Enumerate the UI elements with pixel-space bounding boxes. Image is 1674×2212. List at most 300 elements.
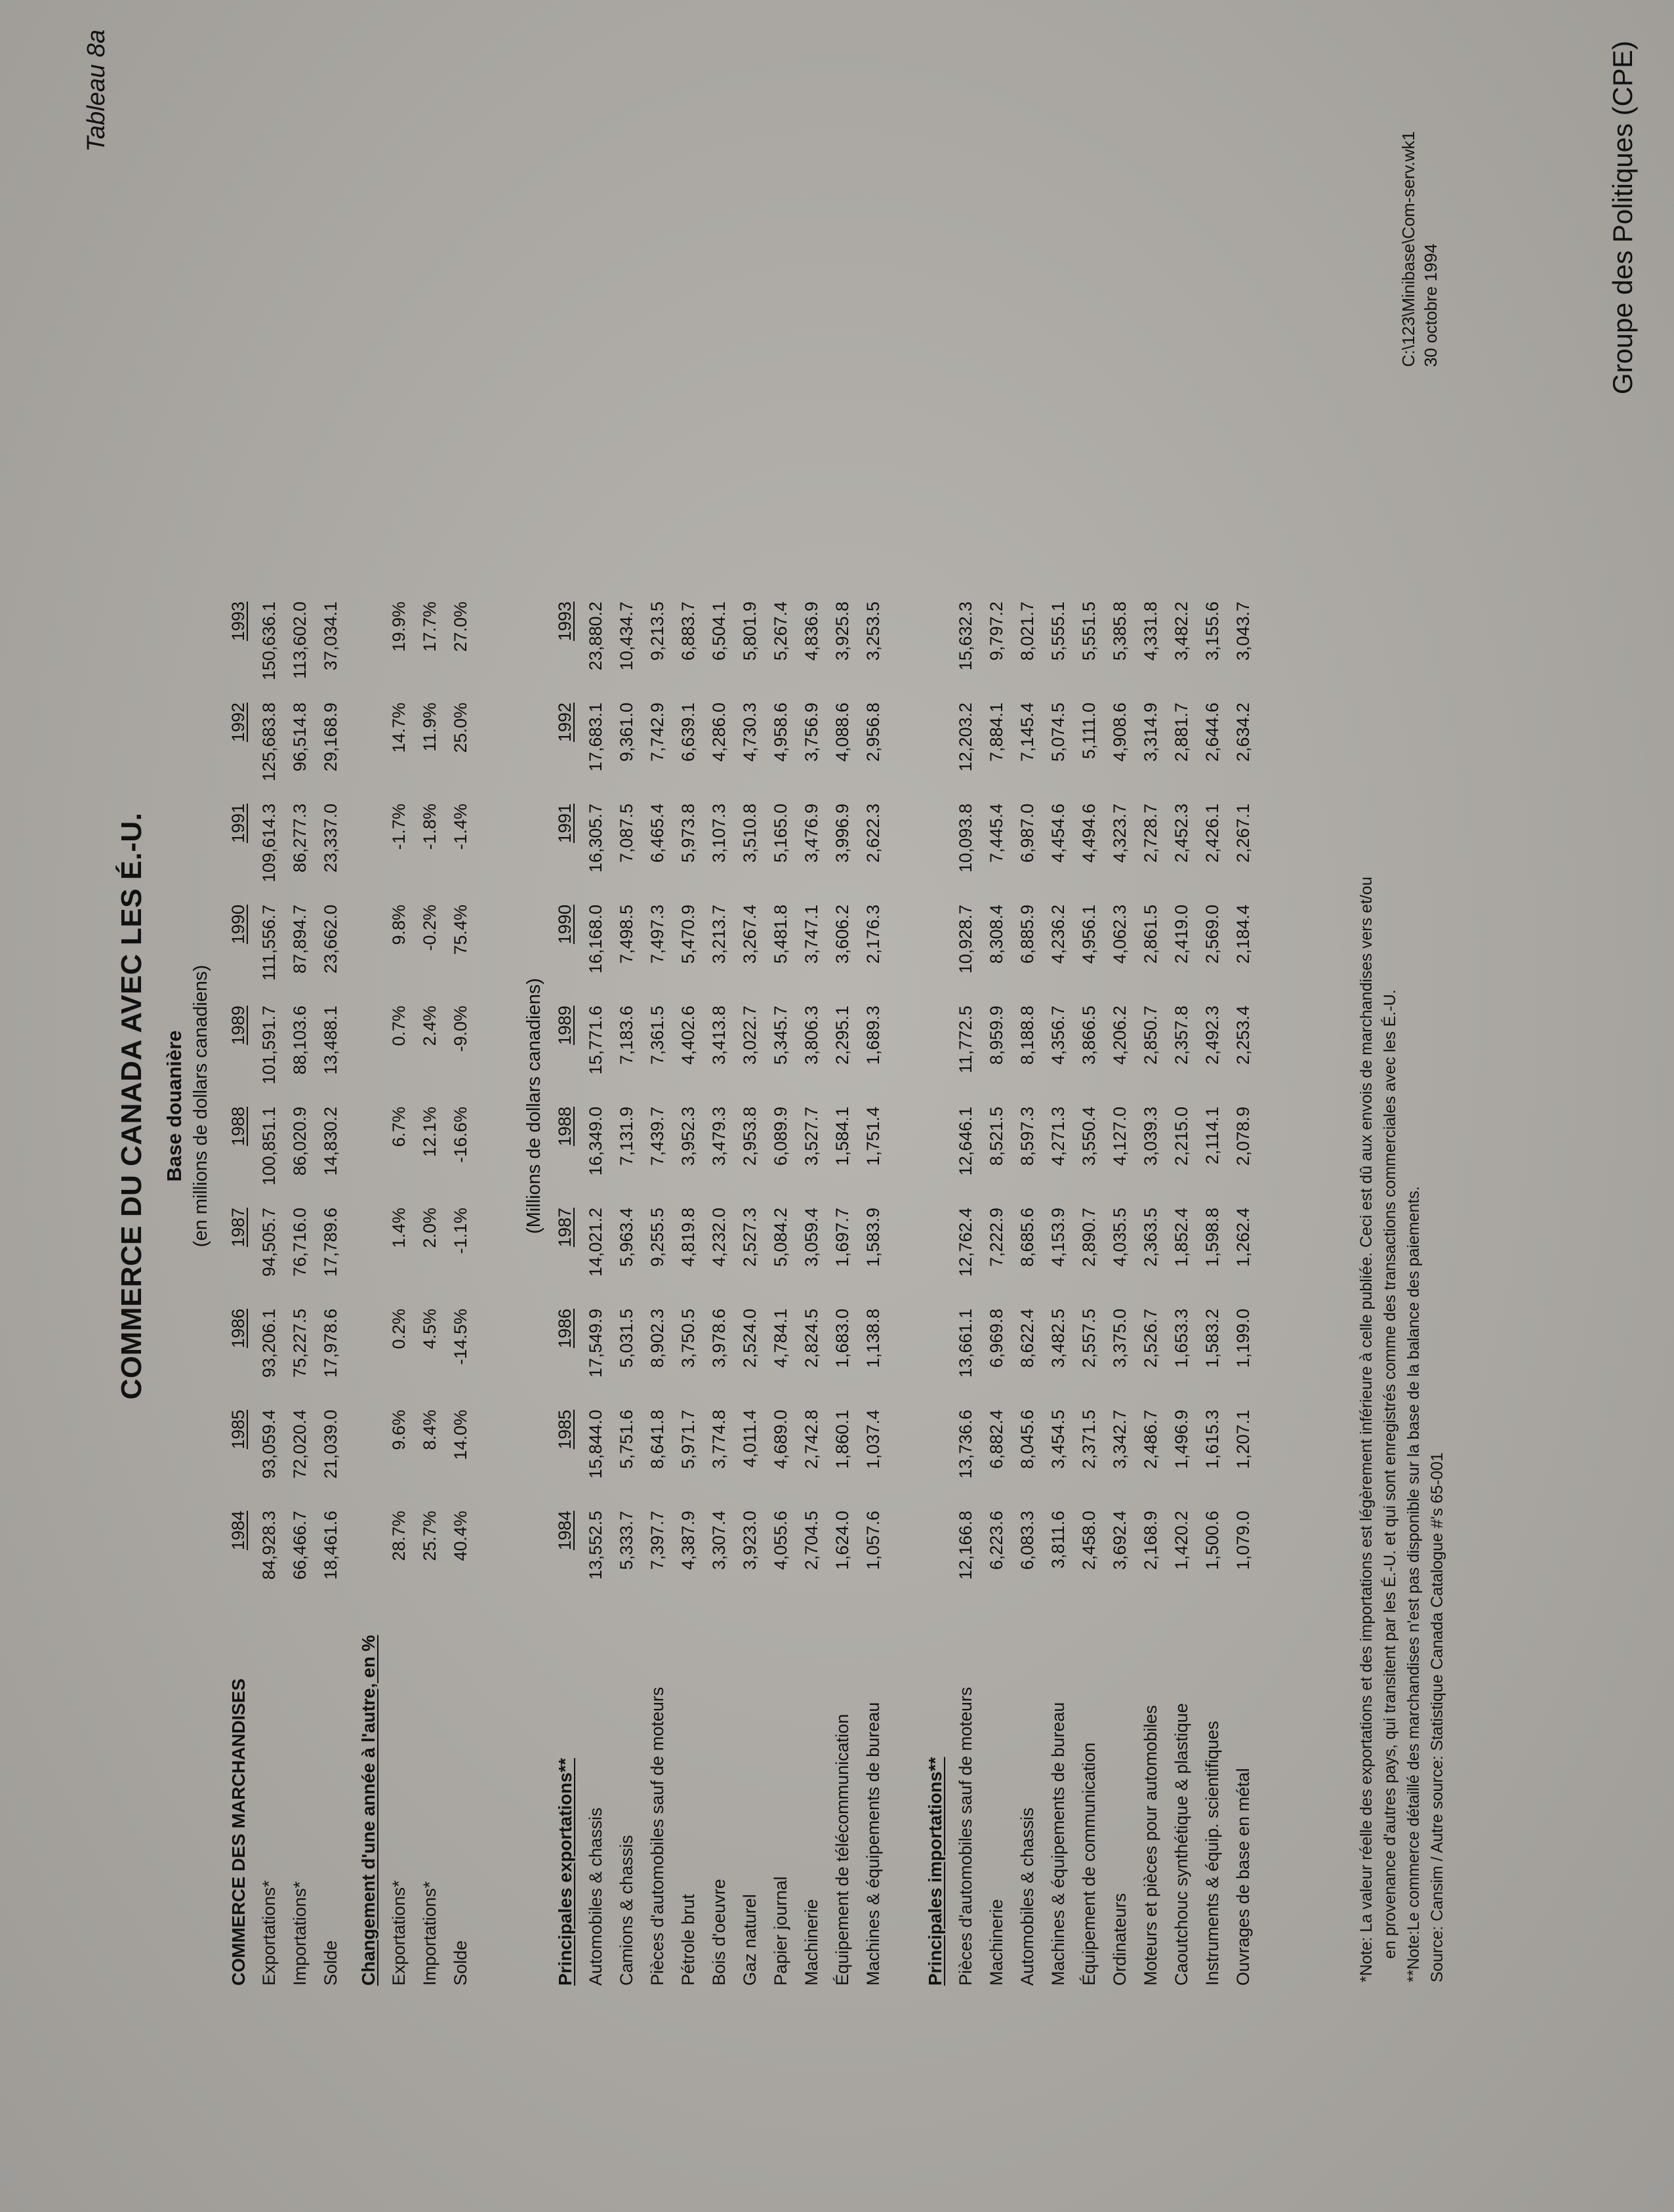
table-cell: 4,286.0 xyxy=(709,703,729,762)
table-cell: 0.7% xyxy=(389,1006,409,1046)
table-cell: 4,784.1 xyxy=(771,1309,790,1368)
importations-row xyxy=(1043,596,1074,1986)
table-cell: 17,549.9 xyxy=(586,1309,605,1378)
table-cell: 2,644.6 xyxy=(1202,703,1222,762)
table-cell: 1.4% xyxy=(389,1208,409,1248)
table-cell: 4,958.6 xyxy=(771,703,790,762)
table-cell: 1,860.1 xyxy=(832,1410,852,1469)
note-2: **Note:Le commerce détaillé des marchandises n'est pas disponible sur la base de la balance des paiements. xyxy=(1404,1186,1423,1982)
table-cell: 4,323.7 xyxy=(1110,804,1130,863)
importations-row xyxy=(1105,596,1135,1986)
table-cell: 3,479.3 xyxy=(709,1107,729,1166)
importations-row xyxy=(981,596,1012,1986)
table-cell: 4,402.6 xyxy=(678,1006,698,1065)
source-note: Source: Cansim / Autre source: Statistique Canada Catalogue #'s 65-001 xyxy=(1428,1452,1446,1982)
row-label: Caoutchouc synthétique & plastique xyxy=(1172,1703,1191,1986)
table-cell: 7,445.4 xyxy=(987,804,1006,863)
table-cell: -0.2% xyxy=(420,905,439,951)
table-cell: 3,059.4 xyxy=(802,1208,821,1267)
table-cell: 94,505.7 xyxy=(259,1208,279,1277)
table-cell: 1,057.6 xyxy=(863,1511,883,1570)
importations-heading: Principales importations** xyxy=(924,1757,945,1986)
table-cell: -9.0% xyxy=(451,1006,470,1052)
table-cell: 11,772.5 xyxy=(956,1006,975,1074)
table-cell: 28.7% xyxy=(389,1511,409,1561)
table-cell: 3,253.5 xyxy=(863,602,883,661)
exportations-row xyxy=(796,596,827,1986)
table-cell: 1,496.9 xyxy=(1172,1410,1191,1469)
table-cell: 4,331.8 xyxy=(1141,602,1160,661)
table-cell: 5,165.0 xyxy=(771,804,790,863)
table-cell: 8.4% xyxy=(420,1410,439,1450)
changement-row xyxy=(415,596,445,1986)
table-cell: 8,521.5 xyxy=(987,1107,1006,1166)
year-header: 1986 xyxy=(555,1309,575,1349)
table-cell: 1,138.8 xyxy=(863,1309,883,1368)
table-cell: 2,458.0 xyxy=(1079,1511,1099,1570)
year-header: 1987 xyxy=(555,1208,575,1248)
table-cell: 5,084.2 xyxy=(771,1208,790,1267)
table-cell: 3,606.2 xyxy=(832,905,852,964)
table-cell: 2,419.0 xyxy=(1172,905,1191,964)
table-cell: 5,031.5 xyxy=(617,1309,636,1368)
exportations-row xyxy=(611,596,642,1986)
table-cell: 7,361.5 xyxy=(647,1006,667,1065)
table-cell: 3,307.4 xyxy=(709,1511,729,1570)
tableau-label: Tableau 8a xyxy=(83,30,110,152)
year-header: 1988 xyxy=(228,1107,248,1147)
table-cell: 0.2% xyxy=(389,1309,409,1349)
table-cell: 3,267.4 xyxy=(740,905,760,964)
table-cell: 150,636.1 xyxy=(259,602,279,681)
table-cell: 3,750.5 xyxy=(678,1309,698,1368)
table-cell: 75.4% xyxy=(451,905,470,955)
table-cell: 7,497.3 xyxy=(647,905,667,964)
table-cell: 7,145.4 xyxy=(1017,703,1037,762)
table-cell: 14.0% xyxy=(451,1410,470,1460)
year-header: 1984 xyxy=(228,1511,248,1551)
table-cell: 2,956.8 xyxy=(863,703,883,762)
exportations-row xyxy=(704,596,735,1986)
table-cell: 6,969.8 xyxy=(987,1309,1006,1368)
table-cell: 3,925.8 xyxy=(832,602,852,661)
table-cell: 1,207.1 xyxy=(1233,1410,1253,1469)
table-cell: 6,083.3 xyxy=(1017,1511,1037,1570)
table-cell: 2,492.3 xyxy=(1202,1006,1222,1065)
table-cell: 76,716.0 xyxy=(290,1208,310,1277)
row-label: Solde xyxy=(451,1940,470,1986)
table-cell: 84,928.3 xyxy=(259,1511,279,1580)
year-header: 1992 xyxy=(555,703,575,743)
table-cell: 23,880.2 xyxy=(586,602,605,671)
table-cell: 2,526.7 xyxy=(1141,1309,1160,1368)
table-cell: 11.9% xyxy=(420,703,439,752)
table-cell: 3,978.6 xyxy=(709,1309,729,1368)
table-cell: 111,556.7 xyxy=(259,905,279,981)
table-cell: 1,624.0 xyxy=(832,1511,852,1570)
table-cell: 7,884.1 xyxy=(987,703,1006,762)
table-cell: 8,188.8 xyxy=(1017,1006,1037,1065)
table-cell: 4,035.5 xyxy=(1110,1208,1130,1267)
row-label: Automobiles & chassis xyxy=(586,1807,605,1986)
base-label: Base douanière xyxy=(163,1030,186,1182)
table-cell: 2,557.5 xyxy=(1079,1309,1099,1368)
importations-row xyxy=(1166,596,1197,1986)
table-cell: 3,022.7 xyxy=(740,1006,760,1065)
unit-note: (en millions de dollars canadiens) xyxy=(190,964,211,1248)
row-label: Pétrole brut xyxy=(678,1894,698,1986)
table-cell: 2,704.5 xyxy=(802,1511,821,1570)
table-cell: 16,305.7 xyxy=(586,804,605,873)
table-cell: 2,953.8 xyxy=(740,1107,760,1166)
row-label: Machinerie xyxy=(987,1898,1006,1986)
table-cell: 87,894.7 xyxy=(290,905,310,974)
table-cell: 86,277.3 xyxy=(290,804,310,873)
table-cell: 1,615.3 xyxy=(1202,1410,1222,1469)
table-cell: 75,227.5 xyxy=(290,1309,310,1378)
table-cell: 2.4% xyxy=(420,1006,439,1046)
table-cell: 12,166.8 xyxy=(956,1511,975,1580)
row-label: Ordinateurs xyxy=(1110,1893,1130,1986)
table-cell: 16,349.0 xyxy=(586,1107,605,1176)
commerce-row xyxy=(254,596,285,1986)
table-cell: 3,952.3 xyxy=(678,1107,698,1166)
table-cell: 4,062.3 xyxy=(1110,905,1130,964)
row-label: Solde xyxy=(321,1940,340,1986)
brand-footer: Groupe des Politiques (CPE) xyxy=(1607,41,1638,395)
table-cell: 5,751.6 xyxy=(617,1410,636,1469)
table-cell: 2,176.3 xyxy=(863,905,883,964)
table-cell: 2,634.2 xyxy=(1233,703,1253,762)
table-cell: 6,223.6 xyxy=(987,1511,1006,1570)
table-cell: 6,465.4 xyxy=(647,804,667,863)
table-cell: 25.7% xyxy=(420,1511,439,1561)
table-cell: 1,037.4 xyxy=(863,1410,883,1469)
importations-row xyxy=(1197,596,1228,1986)
table-cell: 4,387.9 xyxy=(678,1511,698,1570)
table-cell: 6,639.1 xyxy=(678,703,698,762)
table-cell: 8,045.6 xyxy=(1017,1410,1037,1469)
table-cell: 14.7% xyxy=(389,703,409,753)
note-1-line-1: *Note: La valeur réelle des exportations et des importations est légèrement inférieure à celle publiée. Ceci est dû aux envois de marchandises vers et/ou xyxy=(1357,876,1376,1982)
table-cell: 8,308.4 xyxy=(987,905,1006,964)
table-cell: 8,959.9 xyxy=(987,1006,1006,1065)
year-header: 1993 xyxy=(555,602,575,642)
row-label: Pièces d'automobiles sauf de moteurs xyxy=(647,1687,667,1986)
table-cell: 3,482.5 xyxy=(1048,1309,1068,1368)
table-cell: 1,079.0 xyxy=(1233,1511,1253,1570)
table-cell: 5,973.8 xyxy=(678,804,698,863)
table-cell: 1,583.9 xyxy=(863,1208,883,1267)
table-cell: -14.5% xyxy=(451,1309,470,1365)
table-cell: 2,168.9 xyxy=(1141,1511,1160,1570)
table-cell: 3,375.0 xyxy=(1110,1309,1130,1368)
table-cell: 100,851.1 xyxy=(259,1107,279,1186)
table-cell: 7,397.7 xyxy=(647,1511,667,1570)
table-cell: 17,683.1 xyxy=(586,703,605,772)
exportations-row xyxy=(735,596,766,1986)
table-cell: 5,971.7 xyxy=(678,1410,698,1469)
importations-row xyxy=(1012,596,1043,1986)
table-cell: 9,361.0 xyxy=(617,703,636,762)
importations-row xyxy=(1074,596,1105,1986)
page-title: COMMERCE DU CANADA AVEC LES É.-U. xyxy=(115,812,148,1400)
table-cell: 3,747.1 xyxy=(802,905,821,964)
table-cell: 2,267.1 xyxy=(1233,804,1253,863)
table-cell: 4,494.6 xyxy=(1079,804,1099,863)
table-cell: 4,956.1 xyxy=(1079,905,1099,964)
exportations-table xyxy=(550,596,1259,1986)
row-label: Machines & équipements de bureau xyxy=(1048,1702,1068,1986)
table-cell: 3,756.9 xyxy=(802,703,821,762)
table-cell: 2,527.3 xyxy=(740,1208,760,1267)
year-header: 1985 xyxy=(228,1410,248,1450)
table-cell: 12,646.1 xyxy=(956,1107,975,1176)
exportations-row xyxy=(673,596,704,1986)
exportations-row xyxy=(642,596,673,1986)
table-cell: 18,461.6 xyxy=(321,1511,340,1580)
table-cell: 93,059.4 xyxy=(259,1410,279,1479)
table-cell: 125,683.8 xyxy=(259,703,279,782)
table-cell: 19.9% xyxy=(389,602,409,652)
table-cell: 1,199.0 xyxy=(1233,1309,1253,1368)
table-cell: 2,253.4 xyxy=(1233,1006,1253,1065)
commerce-row xyxy=(285,596,316,1986)
row-label: Pièces d'automobiles sauf de moteurs xyxy=(956,1687,975,1986)
row-label: Automobiles & chassis xyxy=(1017,1807,1037,1986)
table-cell: 10,928.7 xyxy=(956,905,975,974)
table-cell: 4,356.7 xyxy=(1048,1006,1068,1065)
table-cell: 2,295.1 xyxy=(832,1006,852,1065)
notes-block xyxy=(1355,876,1449,1982)
table-cell: 3,692.4 xyxy=(1110,1511,1130,1570)
table-cell: 9.6% xyxy=(389,1410,409,1450)
table-cell: 8,021.7 xyxy=(1017,602,1037,661)
table-cell: 2,622.3 xyxy=(863,804,883,863)
table-cell: 5,551.5 xyxy=(1079,602,1099,661)
table-cell: 3,342.7 xyxy=(1110,1410,1130,1469)
row-label: Exportations* xyxy=(389,1880,409,1986)
table-cell: 21,039.0 xyxy=(321,1410,340,1479)
exportations-row xyxy=(827,596,858,1986)
table-cell: 5,111.0 xyxy=(1079,703,1099,760)
table-cell: 5,333.7 xyxy=(617,1511,636,1570)
table-cell: -1.7% xyxy=(389,804,409,850)
table-cell: 23,337.0 xyxy=(321,804,340,873)
table-cell: 2,371.5 xyxy=(1079,1410,1099,1469)
table-cell: 3,806.3 xyxy=(802,1006,821,1065)
unit-note-2: (Millions de dollars canadiens) xyxy=(523,977,544,1235)
exportations-row xyxy=(581,596,611,1986)
table-cell: 2,114.1 xyxy=(1202,1107,1222,1165)
year-header: 1991 xyxy=(228,804,248,844)
table-cell: 4,153.9 xyxy=(1048,1208,1068,1267)
table-cell: 3,866.5 xyxy=(1079,1006,1099,1065)
table-cell: 23,662.0 xyxy=(321,905,340,974)
table-cell: 2,524.0 xyxy=(740,1309,760,1368)
table-cell: 7,439.7 xyxy=(647,1107,667,1166)
year-header: 1992 xyxy=(228,703,248,743)
table-cell: 6,504.1 xyxy=(709,602,729,661)
table-cell: 6,089.9 xyxy=(771,1107,790,1166)
year-header: 1989 xyxy=(228,1006,248,1046)
table-cell: 5,385.8 xyxy=(1110,602,1130,661)
table-cell: 4,836.9 xyxy=(802,602,821,661)
table-cell: 5,963.4 xyxy=(617,1208,636,1267)
table-cell: 3,413.8 xyxy=(709,1006,729,1065)
table-cell: 1,689.3 xyxy=(863,1006,883,1065)
table-cell: 5,074.5 xyxy=(1048,703,1068,762)
table-cell: 4,908.6 xyxy=(1110,703,1130,762)
table-cell: -1.4% xyxy=(451,804,470,850)
table-cell: 9.8% xyxy=(389,905,409,945)
table-cell: 2,728.7 xyxy=(1141,804,1160,863)
table-cell: 13,661.1 xyxy=(956,1309,975,1378)
table-cell: 40.4% xyxy=(451,1511,470,1561)
table-cell: 12,203.2 xyxy=(956,703,975,772)
table-cell: 88,103.6 xyxy=(290,1006,310,1075)
table-cell: 5,481.8 xyxy=(771,905,790,964)
row-label: Importations* xyxy=(290,1881,310,1986)
table-cell: 4,206.2 xyxy=(1110,1006,1130,1065)
table-cell: 1,683.0 xyxy=(832,1309,852,1368)
table-cell: 7,742.9 xyxy=(647,703,667,762)
year-header: 1989 xyxy=(555,1006,575,1046)
year-header: 1990 xyxy=(228,905,248,945)
table-cell: 37,034.1 xyxy=(321,602,340,671)
table-cell: 29,168.9 xyxy=(321,703,340,772)
row-label: Exportations* xyxy=(259,1880,279,1986)
commerce-heading: COMMERCE DES MARCHANDISES xyxy=(228,1678,249,1986)
table-cell: 10,434.7 xyxy=(617,602,636,671)
table-cell: 5,555.1 xyxy=(1048,602,1068,661)
row-label: Équipement de télécommunication xyxy=(832,1713,852,1986)
row-label: Équipement de communication xyxy=(1079,1742,1099,1986)
table-cell: 15,632.3 xyxy=(956,602,975,671)
table-cell: 3,527.7 xyxy=(802,1107,821,1166)
table-cell: 2,742.8 xyxy=(802,1410,821,1469)
table-cell: 3,155.6 xyxy=(1202,602,1222,661)
row-label: Importations* xyxy=(420,1881,439,1986)
table-cell: 13,552.5 xyxy=(586,1511,605,1580)
table-cell: 86,020.9 xyxy=(290,1107,310,1176)
table-cell: 2,569.0 xyxy=(1202,905,1222,964)
table-cell: 13,736.6 xyxy=(956,1410,975,1479)
table-cell: 1,420.2 xyxy=(1172,1511,1191,1570)
table-cell: 2,452.3 xyxy=(1172,804,1191,863)
table-cell: 4,730.3 xyxy=(740,703,760,762)
table-cell: 7,131.9 xyxy=(617,1107,636,1166)
table-cell: 3,811.6 xyxy=(1048,1511,1068,1569)
table-cell: 4,011.4 xyxy=(740,1410,760,1468)
table-cell: 2,890.7 xyxy=(1079,1208,1099,1267)
table-cell: 1,584.1 xyxy=(832,1107,852,1166)
year-header: 1987 xyxy=(228,1208,248,1248)
importations-row xyxy=(950,596,981,1986)
note-1-line-2: en provenance d'autres pays, qui transitent par les É.-U. et qui sont enregistrés comme des transactions commerciales avec les É.-U. xyxy=(1381,989,1399,1959)
table-cell: 1,583.2 xyxy=(1202,1309,1222,1368)
table-cell: 1,653.3 xyxy=(1172,1309,1191,1368)
table-cell: 1,751.4 xyxy=(863,1107,883,1166)
table-cell: 8,685.6 xyxy=(1017,1208,1037,1267)
file-date: 30 octobre 1994 xyxy=(1421,243,1440,367)
table-cell: -1.8% xyxy=(420,804,439,850)
table-cell: 5,345.7 xyxy=(771,1006,790,1065)
table-cell: 5,801.9 xyxy=(740,602,760,661)
table-cell: 7,087.5 xyxy=(617,804,636,863)
table-cell: 3,039.3 xyxy=(1141,1107,1160,1166)
table-cell: 3,482.2 xyxy=(1172,602,1191,661)
table-cell: 3,923.0 xyxy=(740,1511,760,1570)
table-cell: 12,762.4 xyxy=(956,1208,975,1277)
row-label: Ouvrages de base en métal xyxy=(1233,1768,1253,1986)
row-label: Bois d'oeuvre xyxy=(709,1879,729,1986)
table-cell: 3,510.8 xyxy=(740,804,760,863)
year-header: 1984 xyxy=(555,1511,575,1551)
table-cell: 2,184.4 xyxy=(1233,905,1253,964)
table-cell: 4,819.8 xyxy=(678,1208,698,1267)
table-cell: 7,498.5 xyxy=(617,905,636,964)
changement-heading: Changement d'une année à l'autre, en % xyxy=(357,1635,378,1986)
table-cell: 25.0% xyxy=(451,703,470,753)
table-cell: 3,107.3 xyxy=(709,804,729,863)
table-cell: 3,774.8 xyxy=(709,1410,729,1469)
file-path: C:\123\Minibase\Com-serv.wk1 xyxy=(1398,131,1418,367)
importations-row xyxy=(1135,596,1166,1986)
commerce-header-row xyxy=(223,596,254,1986)
table-cell: 1,852.4 xyxy=(1172,1208,1191,1267)
exportations-row xyxy=(858,596,889,1986)
table-cell: 12.1% xyxy=(420,1107,439,1157)
exportations-heading: Principales exportations** xyxy=(554,1757,575,1986)
year-header: 1986 xyxy=(228,1309,248,1349)
table-cell: 2.0% xyxy=(420,1208,439,1248)
table-cell: 17,789.6 xyxy=(321,1208,340,1277)
table-cell: 8,622.4 xyxy=(1017,1309,1037,1368)
table-cell: 3,213.7 xyxy=(709,905,729,964)
changement-row xyxy=(384,596,415,1986)
table-cell: 7,183.6 xyxy=(617,1006,636,1065)
table-cell: -16.6% xyxy=(451,1107,470,1163)
table-cell: 14,021.2 xyxy=(586,1208,605,1277)
table-cell: 4,689.0 xyxy=(771,1410,790,1469)
table-cell: 6,882.4 xyxy=(987,1410,1006,1469)
table-cell: 8,597.3 xyxy=(1017,1107,1037,1166)
row-label: Gaz naturel xyxy=(740,1894,760,1986)
table-cell: 3,996.9 xyxy=(832,804,852,863)
table-cell: 6,987.0 xyxy=(1017,804,1037,863)
table-cell: 72,020.4 xyxy=(290,1410,310,1479)
changement-row xyxy=(445,596,476,1986)
table-cell: 96,514.8 xyxy=(290,703,310,772)
table-cell: 2,861.5 xyxy=(1141,905,1160,964)
table-cell: 3,476.9 xyxy=(802,804,821,863)
table-cell: 8,641.8 xyxy=(647,1410,667,1469)
table-cell: 9,255.5 xyxy=(647,1208,667,1267)
row-label: Camions & chassis xyxy=(617,1835,636,1986)
commerce-row xyxy=(316,596,346,1986)
table-cell: 8,902.3 xyxy=(647,1309,667,1368)
table-cell: 4,271.3 xyxy=(1048,1107,1068,1166)
table-cell: 6.7% xyxy=(389,1107,409,1147)
table-cell: 101,591.7 xyxy=(259,1006,279,1085)
table-cell: 66,466.7 xyxy=(290,1511,310,1580)
row-label: Machines & équipements de bureau xyxy=(863,1702,883,1986)
table-cell: 1,500.6 xyxy=(1202,1511,1222,1570)
table-cell: 1,262.4 xyxy=(1233,1208,1253,1267)
table-cell: 9,213.5 xyxy=(647,602,667,661)
table-cell: 9,797.2 xyxy=(987,602,1006,661)
